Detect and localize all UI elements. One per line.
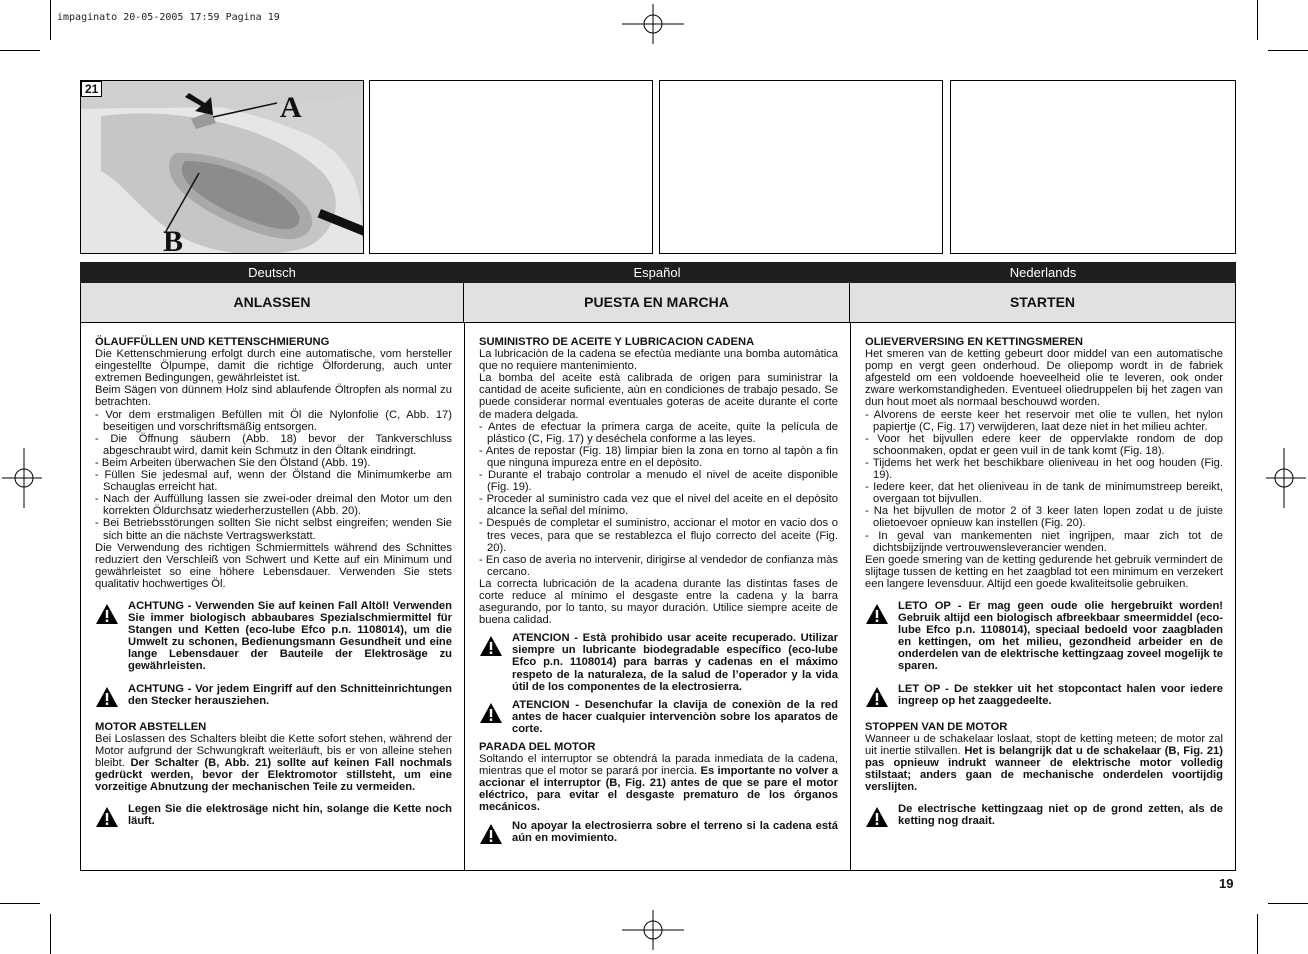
warning-text: LET OP - De stekker uit het stopcontact halen voor iedere ingreep op het zaaggedeelte.	[898, 682, 1223, 707]
warning-block	[479, 699, 838, 735]
crop-mark	[1257, 914, 1258, 954]
list-item: - Die Öffnung säubern (Abb. 18) bevor der Tankverschluss abgeschraubt wird, damit kein Schmutz in den Öltank eindringt.	[95, 432, 452, 457]
section-heading: PARADA DEL MOTOR	[479, 741, 596, 753]
paragraph: La lubricaciòn de la cadena se efectùa mediante una bomba automàtica que no requiere mantenimiento.	[479, 348, 838, 373]
empty-figure-box	[659, 80, 943, 254]
section-heading: ÖLAUFFÜLLEN UND KETTENSCHMIERUNG	[95, 336, 330, 348]
paragraph: Beim Sägen von dünnem Holz sind ablaufende Öltropfen als normal zu betrachten.	[95, 384, 452, 409]
warning-icon	[865, 603, 889, 625]
list-item: - Antes de efectuar la primera carga de aceite, quite la película de plástico (C, Fig. 17) y deséchela conforme a las leyes.	[479, 420, 838, 445]
warning-icon	[95, 603, 119, 625]
paragraph-bold-text: Der Schalter (B, Abb. 21) sollte auf keinen Fall nochmals gedrückt werden, bevor der Elektromotor stillsteht, um eine vorzeitige Abnutzung der mechanischen Teile zu vermeiden.	[95, 756, 452, 794]
warning-block	[865, 600, 1223, 673]
list-item: - Bei Betriebsstörungen sollten Sie nicht selbst eingreifen; wenden Sie sich bitte an die nächste Vertragswerkstatt.	[95, 517, 452, 542]
warning-icon	[865, 686, 889, 708]
warning-icon	[95, 686, 119, 708]
warning-icon	[95, 806, 119, 828]
warning-icon	[479, 635, 503, 657]
section-heading: MOTOR ABSTELLEN	[95, 720, 207, 733]
section-title-nl: STARTEN	[1009, 294, 1076, 310]
registration-mark-right	[1266, 448, 1306, 508]
warning-text: No apoyar la electrosierra sobre el terreno si la cadena está aún en movimiento.	[512, 819, 838, 844]
warning-block	[479, 820, 838, 848]
list-item: - Después de completar el suministro, accionar el motor en vacio dos o tres veces, para que se restablezca el flujo correcto del aceite (Fig. 20).	[479, 517, 838, 554]
warning-block	[865, 803, 1223, 831]
list-item: - Voor het bijvullen edere keer de oppervlakte rondom de dop schoonmaken, opdat er geen vuil in de tank komt (Fig. 18).	[865, 432, 1223, 457]
list-item: - Alvorens de eerste keer het reservoir met olie te vullen, het nylon papiertje (C, Fig. 17) verwijderen, laat deze niet in het milieu achter.	[865, 408, 1223, 433]
chainsaw-handle-illustration	[81, 81, 364, 254]
paragraph	[479, 753, 838, 813]
warning-block	[95, 600, 452, 673]
content-table	[80, 323, 1236, 871]
crop-mark	[0, 903, 40, 904]
paragraph: La bomba del aceite està calibrada de origen para suministrar la cantidad de aceite suficiente, aùn en condiciones de trabajo pesado. Se puede considerar normal eventuales goteras de aceite durante el corte de madera delgada.	[479, 372, 838, 421]
registration-mark-left	[2, 448, 42, 508]
registration-mark-top	[622, 4, 684, 44]
column-espanol	[465, 323, 851, 870]
paragraph	[95, 733, 452, 793]
paragraph: Die Verwendung des richtigen Schmiermittels während des Schnittes reduziert den Verschleiß von Schwert und Kette auf ein Minimum und gewährleistet so eine höhere Lebensdauer. Verwenden Sie stets qualitativ hochwertiges Öl.	[95, 541, 452, 590]
list-item: - Durante el trabajo controlar a menudo el nivel de aceite disponible (Fig. 19).	[479, 469, 838, 494]
warning-block	[479, 632, 838, 692]
figure-number: 21	[81, 81, 102, 97]
list-item: - In geval van mankementen niet ingrijpen, maar zich tot de dichtsbijzijnde vertrouwensleverancier wenden.	[865, 529, 1223, 554]
print-slug: impaginato 20-05-2005 17:59 Pagina 19	[57, 12, 280, 23]
section-heading: SUMINISTRO DE ACEITE Y LUBRICACION CADENA	[479, 336, 755, 348]
crop-mark	[1268, 903, 1308, 904]
crop-mark	[1257, 0, 1258, 40]
list-item: - Beim Arbeiten überwachen Sie den Ölstand (Abb. 19).	[95, 456, 371, 469]
section-title-de: ANLASSEN	[81, 283, 464, 322]
language-label-de: Deutsch	[248, 265, 296, 280]
list-item: - Nach der Auffüllung lassen sie zwei-oder dreimal den Motor um den korrekten Öldurchsatz wiederherzustellen (Abb. 20).	[95, 493, 452, 518]
paragraph-text: Wanneer u de schakelaar loslaat, stopt de ketting meteen; de motor zal uit inertie stilvallen.	[865, 732, 1223, 757]
warning-icon	[865, 806, 889, 828]
warning-block	[95, 803, 452, 831]
page-number: 19	[1219, 876, 1234, 891]
paragraph: Het smeren van de ketting gebeurt door middel van een automatische pomp en vergt geen onderhoud. De oliepomp wordt in de fabriek afgesteld om een voldoende hoeveelheid olie te leveren, ook onder zware werkomstandigheden. Eventueel oliedruppelen bij het zagen van dun hout moet als normaal beschouwd worden.	[865, 348, 1223, 409]
warning-icon	[479, 823, 503, 845]
column-nederlands	[851, 323, 1235, 870]
crop-mark	[0, 50, 40, 51]
section-heading: STOPPEN VAN DE MOTOR	[865, 720, 1008, 733]
crop-mark	[50, 914, 51, 954]
column-deutsch	[81, 323, 465, 870]
empty-figure-box	[369, 80, 653, 254]
warning-text: Legen Sie die elektrosäge nicht hin, solange die Kette noch läuft.	[128, 803, 452, 828]
warning-text: De electrische kettingzaag niet op de grond zetten, als de ketting nog draait.	[898, 803, 1223, 828]
crop-mark	[1268, 50, 1308, 51]
paragraph: Een goede smering van de ketting gedurende het gebruik vermindert de slijtage tussen de ketting en het zaagblad tot een minimum en verzekert een langere levensduur. Altijd een goede kwaliteitsolie gebruiken.	[865, 553, 1223, 590]
warning-text: ACHTUNG - Verwenden Sie auf keinen Fall Altöl! Verwenden Sie immer biologisch abbaubares Spezialschmiermittel für Stangen und Ketten (eco-lube Efco p.n. 1108014), um die Umwelt zu schonen, Bedienungsmann Gesundheit und eine lange Lebensdauer der Bauteile der Elektrosäge zu gewährleisten.	[128, 599, 452, 673]
warning-text: ACHTUNG - Vor jedem Eingriff auf den Schnitteinrichtungen den Stecker herausziehen.	[128, 682, 452, 707]
warning-icon	[479, 702, 503, 724]
figure-21	[80, 80, 364, 254]
figure-label-b: B	[163, 225, 184, 255]
language-label-nl: Nederlands	[1009, 265, 1077, 280]
list-item: - Proceder al suministro cada vez que el nivel del aceite en el depòsito alcance la señal del mínimo.	[479, 493, 838, 518]
warning-block	[95, 683, 452, 711]
language-header-bar	[80, 262, 1236, 283]
crop-mark	[50, 0, 51, 40]
paragraph	[865, 733, 1223, 793]
warning-text: LETO OP - Er mag geen oude olie hergebruikt worden! Gebruik altijd een biologisch afbreekbaar smeermiddel (eco-lube Efco p.n. 1108014), speciaal bedoeld voor zaagbladen en kettingen, om het milieu, gezondheid arbeider en de onderdelen van de elektrische kettingzaag zoveel mogelijk te sparen.	[898, 599, 1223, 673]
paragraph-bold-text: Es importante no volver a accionar el interruptor (B, Fig. 21) antes de que se pare el motor eléctrico, para evitar el desgaste prematuro de los órganos mecánicos.	[479, 765, 839, 814]
language-label-es: Español	[633, 265, 681, 280]
list-item: - En caso de averìa no intervenir, dirigirse al vendedor de confianza màs cercano.	[479, 553, 838, 578]
list-item: - Vor dem erstmaligen Befüllen mit Öl die Nylonfolie (C, Abb. 17) beseitigen und vorschriftsmäßig entsorgen.	[95, 408, 452, 433]
section-title-es: PUESTA EN MARCHA	[464, 283, 850, 322]
list-item: - Antes de repostar (Fig. 18) limpiar bien la zona en torno al tapòn a fin que ninguna impureza entre en el depòsito.	[479, 444, 838, 469]
empty-figure-box	[950, 80, 1236, 254]
list-item: - Iedere keer, dat het olieniveau in de tank de minimumstreep bereikt, overgaan tot bijvullen.	[865, 481, 1223, 506]
paragraph: La correcta lubricación de la acadena durante las distintas fases de corte reduce al mínimo el desgaste entre la cadena y la barra asegurando, por lo tanto, su mayor duración. Utilice siempre aceite de buena calidad.	[479, 577, 838, 627]
list-item: - Füllen Sie jedesmal auf, wenn der Ölstand die Minimumkerbe am Schauglas erreicht hat.	[95, 469, 452, 494]
warning-block	[865, 683, 1223, 711]
list-item: - Na het bijvullen de motor 2 of 3 keer laten lopen zodat u de juiste olietoevoer opnieuw kan instellen (Fig. 20).	[865, 505, 1223, 530]
section-title-bar	[80, 283, 1236, 323]
figure-label-a: A	[280, 91, 302, 124]
paragraph-bold-text: Het is belangrijk dat u de schakelaar (B, Fig. 21) pas opnieuw indrukt wanneer de elektrische motor volledig stilstaat; anders gaan de mechanische onderdelen voortijdig verslijten.	[865, 744, 1224, 794]
warning-text: ATENCION - Desenchufar la clavija de conexiòn de la red antes de hacer cualquier intervenciòn sobre los aparatos de corte.	[512, 698, 838, 735]
section-heading: OLIEVERVERSING EN KETTINGSMEREN	[865, 336, 1083, 348]
list-item: - Tijdems het werk het beschikbare olieniveau in het oog houden (Fig. 19).	[865, 456, 1223, 482]
paragraph-text: Bei Loslassen des Schalters bleibt die Kette sofort stehen, während der Motor aufgrund der Schwungkraft weiterläuft, bis er von alleine stehen bleibt.	[95, 732, 452, 769]
registration-mark-bottom	[622, 910, 684, 950]
paragraph-text: Soltando el interruptor se obtendrá la parada inmediata de la cadena, mientras que el motor se parará por inercia.	[479, 753, 838, 778]
paragraph: Die Kettenschmierung erfolgt durch eine automatische, vom hersteller eingestellte Ölpumpe, damit die richtige Ölforderung, auch unter extremen Bedingungen, gewährleistet ist.	[95, 348, 452, 385]
warning-text: ATENCION - Està prohibido usar aceite recuperado. Utilizar siempre un lubricante biodegradable específico (eco-lube Efco p.n. 1108014) para barras y cadenas en el máximo respeto de la naturaleza, de la salud de l’operador y la vida útil de los componentes de la electrosierra.	[512, 632, 838, 693]
